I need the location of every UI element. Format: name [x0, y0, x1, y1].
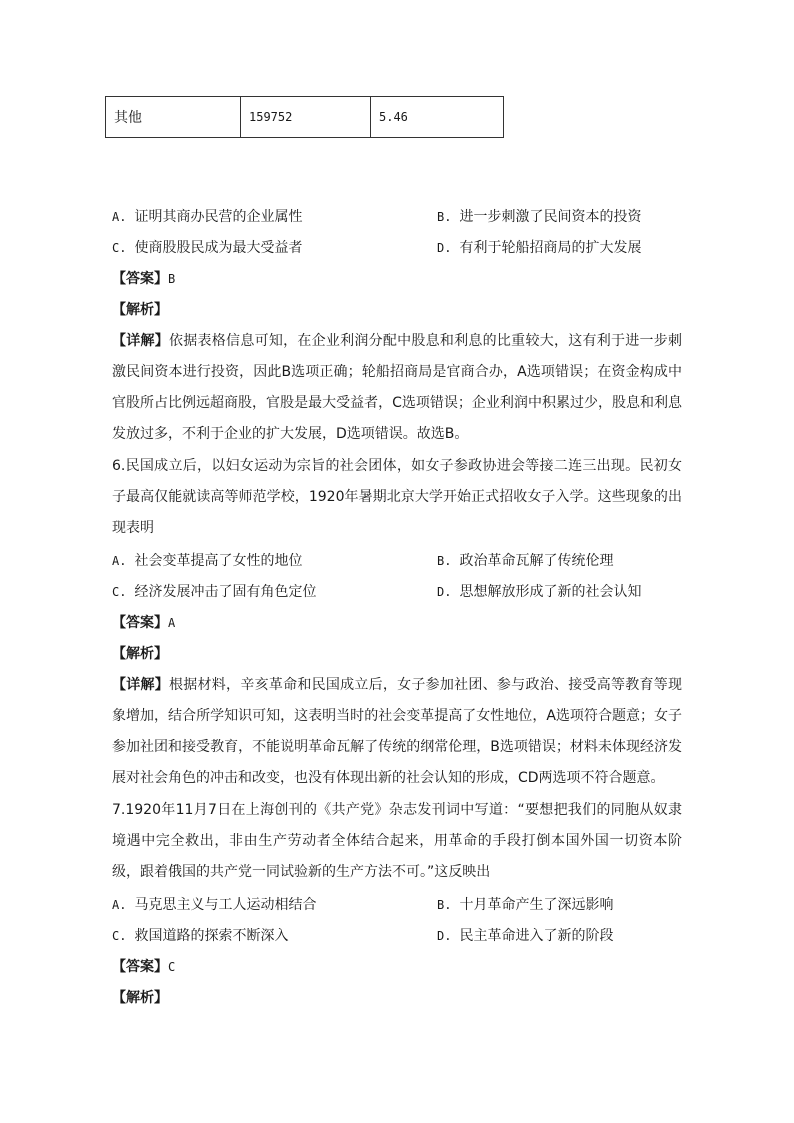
option-letter: B. [437, 210, 452, 224]
q7-option-c [112, 926, 288, 946]
option-letter: D. [437, 585, 452, 599]
q6-option-a [112, 551, 302, 571]
table-cell-value2: 5.46 [371, 97, 504, 138]
option-text: 证明其商办民营的企业属性 [134, 209, 303, 225]
option-text: 进一步刺激了民间资本的投资 [459, 209, 642, 225]
option-text: 社会变革提高了女性的地位 [134, 553, 303, 569]
option-text: 有利于轮船招商局的扩大发展 [459, 240, 642, 256]
detail-text: 根据材料，辛亥革命和民国成立后，女子参加社团、参与政治、接受高等教育等现象增加，结合所学知识可知，这表明当时的社会变革提高了女性地位，A选项符合题意；女子参加社团和接受教育，不能说明革命瓦解了传统的纲常伦理，B选项错误；材料未体现经济发展对社会角色的冲击和改变，也没有体现出新的社会认知的形成，CD两选项不符合题意。 [112, 677, 683, 786]
q6-option-b [437, 551, 613, 571]
q6-answer [112, 613, 175, 633]
option-letter: C. [112, 585, 127, 599]
option-text: 马克思主义与工人运动相结合 [134, 897, 317, 913]
q5-option-a [112, 207, 302, 227]
q7-option-a [112, 895, 316, 915]
q5-option-b [437, 207, 641, 227]
q7-option-b [437, 895, 613, 915]
q7-option-d [437, 926, 613, 946]
table-row [106, 97, 504, 138]
data-table-fragment [105, 96, 504, 138]
detail-text: 依据表格信息可知，在企业利润分配中股息和利息的比重较大，这有利于进一步刺激民间资本进行投资，因此B选项正确；轮船招商局是官商合办，A选项错误；在资金构成中官股所占比例远超商股，官股是最大受益者，C选项错误；企业利润中积累过少，股息和利息发放过多，不利于企业的扩大发展，D选项错误。故选B。 [112, 333, 683, 442]
option-letter: D. [437, 241, 452, 255]
q5-detail [112, 326, 682, 450]
answer-label: 【答案】 [112, 271, 168, 287]
q6-analysis-label: 【解析】 [112, 646, 168, 662]
option-letter: D. [437, 929, 452, 943]
option-text: 救国道路的探索不断深入 [134, 928, 289, 944]
option-text: 民主革命进入了新的阶段 [459, 928, 614, 944]
answer-label: 【答案】 [112, 615, 168, 631]
option-letter: A. [112, 210, 127, 224]
option-text: 思想解放形成了新的社会认知 [459, 584, 642, 600]
option-text: 政治革命瓦解了传统伦理 [459, 553, 614, 569]
table-cell-label: 其他 [106, 97, 241, 138]
q5-analysis-label: 【解析】 [112, 302, 168, 318]
option-letter: C. [112, 241, 127, 255]
answer-value: B [168, 272, 176, 286]
q5-answer [112, 269, 175, 289]
q6-detail [112, 670, 682, 794]
q5-option-c [112, 238, 302, 258]
table-cell-value1: 159752 [241, 97, 371, 138]
option-letter: A. [112, 554, 127, 568]
answer-label: 【答案】 [112, 959, 168, 975]
q7-stem: 7.1920年11月7日在上海创刊的《共产党》杂志发刊词中写道：“要想把我们的同胞从奴隶境遇中完全救出，非由生产劳动者全体结合起来，用革命的手段打倒本国外国一切资本阶级，跟着俄国的共产党一同试验新的生产方法不可。”这反映出 [112, 802, 682, 880]
option-letter: B. [437, 554, 452, 568]
q7-answer [112, 957, 175, 977]
detail-label: 【详解】 [112, 333, 170, 349]
option-letter: C. [112, 929, 127, 943]
q6-option-c [112, 582, 316, 602]
option-text: 十月革命产生了深远影响 [459, 897, 614, 913]
q6-stem: 6.民国成立后，以妇女运动为宗旨的社会团体，如女子参政协进会等接二连三出现。民初女子最高仅能就读高等师范学校，1920年暑期北京大学开始正式招收女子入学。这些现象的出现表明 [112, 458, 682, 536]
answer-value: A [168, 616, 176, 630]
q7-analysis-label: 【解析】 [112, 990, 168, 1006]
option-text: 使商股股民成为最大受益者 [134, 240, 303, 256]
q6-option-d [437, 582, 641, 602]
option-text: 经济发展冲击了固有角色定位 [134, 584, 317, 600]
answer-value: C [168, 960, 176, 974]
option-letter: A. [112, 898, 127, 912]
detail-label: 【详解】 [112, 677, 170, 693]
q5-option-d [437, 238, 641, 258]
option-letter: B. [437, 898, 452, 912]
